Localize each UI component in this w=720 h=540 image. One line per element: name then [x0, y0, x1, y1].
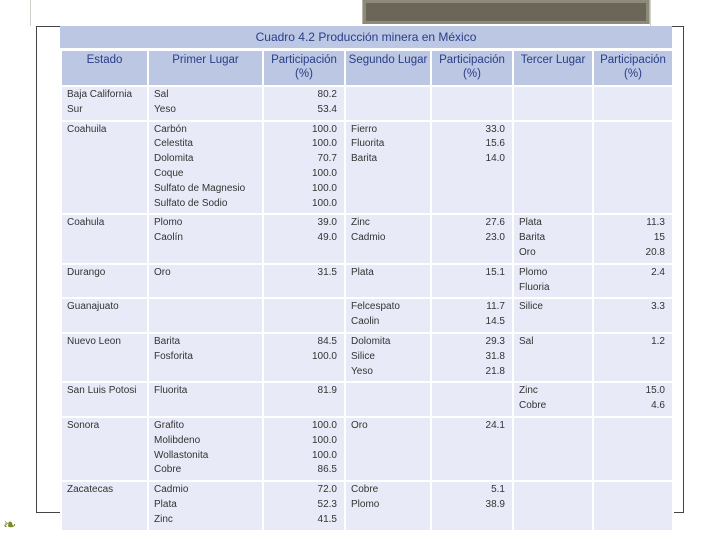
cell-line: 100.0: [311, 350, 337, 362]
mining-production-table-figure: [60, 26, 672, 525]
cell-line: 49.0: [317, 232, 337, 244]
header-primer-lugar: Primer Lugar: [148, 50, 263, 86]
cell-participacion-3: [593, 264, 673, 299]
cell-participacion-2: [431, 121, 513, 215]
cell-tercer-lugar: [513, 121, 593, 215]
cell-line: Cobre: [351, 484, 379, 496]
cell-participacion-1: [263, 86, 345, 121]
cell-tercer-lugar: [513, 417, 593, 481]
cell-line: Sal: [519, 335, 534, 347]
cell-line: 100.0: [311, 419, 337, 431]
cell-tercer-lugar: [513, 264, 593, 299]
cell-line: Sur: [67, 103, 83, 115]
cell-line: Sulfato de Magnesio: [154, 182, 246, 194]
cell-line: Zacatecas: [67, 484, 114, 496]
cell-participacion-1: [263, 417, 345, 481]
cell-line: Zinc: [519, 385, 538, 397]
cell-primer-lugar: [148, 481, 263, 530]
cell-line: 3.3: [651, 301, 665, 313]
cell-line: 70.7: [317, 153, 337, 165]
cell-line: Dolomita: [154, 153, 194, 165]
cell-line: Carbón: [154, 123, 187, 135]
cell-line: 11.3: [646, 217, 665, 229]
cell-estado: [61, 86, 148, 121]
cell-line: 86.5: [317, 464, 337, 476]
cell-line: Plata: [351, 266, 374, 278]
mining-production-table: [60, 49, 674, 532]
cell-participacion-3: [593, 214, 673, 263]
cell-line: Baja California: [67, 89, 133, 100]
cell-line: Plata: [519, 217, 542, 229]
cell-line: Zinc: [154, 513, 173, 525]
cell-participacion-2: [431, 214, 513, 263]
cell-participacion-3: [593, 121, 673, 215]
cell-line: Wollastonita: [154, 449, 209, 461]
cell-participacion-1: [263, 264, 345, 299]
cell-line: Oro: [519, 246, 536, 258]
cell-line: Barita: [519, 232, 546, 244]
cell-participacion-2: [431, 333, 513, 382]
table-row: [61, 214, 673, 263]
cell-line: 1.2: [651, 335, 665, 347]
cell-line: Yeso: [154, 103, 176, 115]
cell-line: San Luis Potosi: [67, 385, 137, 397]
cell-line: 15.0: [645, 385, 665, 397]
header-participacion-1: Participación (%): [263, 50, 345, 86]
cell-line: Caolín: [154, 232, 183, 244]
cell-primer-lugar: [148, 417, 263, 481]
cell-line: Fierro: [351, 123, 378, 135]
cell-line: Caolin: [351, 316, 380, 328]
header-tercer-lugar: Tercer Lugar: [513, 50, 593, 86]
cell-line: 15: [653, 232, 665, 244]
cell-line: Cadmio: [351, 232, 386, 244]
cell-line: Oro: [351, 419, 368, 431]
cell-line: Coque: [154, 167, 184, 179]
cell-line: Silice: [351, 350, 375, 362]
cell-participacion-3: [593, 333, 673, 382]
cell-primer-lugar: [148, 264, 263, 299]
cell-line: Cadmio: [154, 484, 189, 496]
cell-tercer-lugar: [513, 382, 593, 417]
cell-line: 100.0: [311, 182, 337, 194]
header-estado: Estado: [61, 50, 148, 86]
cell-line: Cobre: [154, 464, 182, 476]
cell-line: Fluorita: [351, 138, 385, 150]
cell-primer-lugar: [148, 86, 263, 121]
cell-estado: [61, 481, 148, 530]
slide-decor-line-right: [650, 0, 651, 26]
cell-line: Sal: [154, 89, 169, 100]
cell-segundo-lugar: [345, 264, 431, 299]
cell-line: Felcespato: [351, 301, 400, 313]
cell-tercer-lugar: [513, 86, 593, 121]
cell-line: 33.0: [485, 123, 505, 135]
cell-line: 29.3: [485, 335, 505, 347]
table-title: Cuadro 4.2 Producción minera en México: [60, 26, 672, 49]
cell-participacion-1: [263, 382, 345, 417]
cell-line: Fosforita: [154, 350, 193, 362]
cell-segundo-lugar: [345, 86, 431, 121]
cell-line: Celestita: [154, 138, 193, 150]
cell-line: Nuevo Leon: [67, 335, 121, 347]
cell-line: Coahula: [67, 217, 105, 229]
cell-line: 52.3: [317, 498, 337, 510]
cell-line: 72.0: [317, 484, 337, 496]
cell-line: Fluoria: [519, 281, 550, 293]
table-row: [61, 86, 673, 121]
cell-participacion-3: [593, 86, 673, 121]
cell-line: Grafito: [154, 419, 185, 431]
cell-estado: [61, 382, 148, 417]
cell-line: Sonora: [67, 419, 100, 431]
cell-primer-lugar: [148, 298, 263, 333]
cell-line: 81.9: [317, 385, 337, 397]
cell-line: 21.8: [485, 365, 505, 377]
cell-line: 100.0: [311, 138, 337, 150]
cell-estado: [61, 121, 148, 215]
cell-line: 41.5: [317, 513, 337, 525]
cell-line: Plomo: [154, 217, 183, 229]
cell-line: Molibdeno: [154, 434, 201, 446]
cell-participacion-3: [593, 298, 673, 333]
cell-participacion-1: [263, 121, 345, 215]
cell-segundo-lugar: [345, 481, 431, 530]
slide-decor-tab: [362, 0, 650, 24]
cell-participacion-3: [593, 382, 673, 417]
cell-line: 31.8: [485, 350, 505, 362]
cell-participacion-2: [431, 481, 513, 530]
cell-line: 80.2: [317, 89, 337, 100]
cell-tercer-lugar: [513, 214, 593, 263]
cell-participacion-1: [263, 481, 345, 530]
cell-segundo-lugar: [345, 298, 431, 333]
cell-line: 31.5: [317, 266, 337, 278]
header-participacion-3: Participación (%): [593, 50, 673, 86]
cell-segundo-lugar: [345, 382, 431, 417]
cell-line: 5.1: [491, 484, 505, 496]
cell-line: Yeso: [351, 365, 373, 377]
cell-participacion-1: [263, 214, 345, 263]
cell-tercer-lugar: [513, 333, 593, 382]
cell-line: Oro: [154, 266, 171, 278]
cell-estado: [61, 214, 148, 263]
table-body: [61, 86, 673, 531]
table-row: [61, 298, 673, 333]
cell-estado: [61, 264, 148, 299]
cell-line: 11.7: [486, 301, 505, 313]
cell-line: 39.0: [317, 217, 337, 229]
cell-segundo-lugar: [345, 417, 431, 481]
cell-tercer-lugar: [513, 481, 593, 530]
cell-line: 84.5: [317, 335, 337, 347]
cell-line: Plata: [154, 498, 177, 510]
table-row: [61, 382, 673, 417]
cell-segundo-lugar: [345, 214, 431, 263]
header-segundo-lugar: Segundo Lugar: [345, 50, 431, 86]
cell-line: Barita: [351, 153, 378, 165]
cell-line: 100.0: [311, 197, 337, 209]
cell-line: 53.4: [317, 103, 337, 115]
cell-primer-lugar: [148, 121, 263, 215]
cell-primer-lugar: [148, 382, 263, 417]
cell-segundo-lugar: [345, 121, 431, 215]
cell-line: 100.0: [311, 167, 337, 179]
cell-line: 38.9: [485, 498, 505, 510]
cell-line: Sulfato de Sodio: [154, 197, 228, 209]
cell-line: Barita: [154, 335, 181, 347]
cell-line: 14.0: [485, 153, 505, 165]
cell-segundo-lugar: [345, 333, 431, 382]
cell-tercer-lugar: [513, 298, 593, 333]
cell-line: 4.6: [651, 400, 665, 412]
slide-decor-line-left: [30, 0, 31, 26]
cell-line: Zinc: [351, 217, 370, 229]
cell-line: 100.0: [311, 123, 337, 135]
cell-participacion-3: [593, 481, 673, 530]
cell-line: 14.5: [485, 316, 505, 328]
cell-estado: [61, 298, 148, 333]
cell-line: Plomo: [519, 266, 548, 278]
cell-line: 27.6: [485, 217, 505, 229]
cell-line: 100.0: [311, 449, 337, 461]
cell-line: Dolomita: [351, 335, 391, 347]
cell-line: 23.0: [485, 232, 505, 244]
table-row: [61, 417, 673, 481]
cell-line: Cobre: [519, 400, 547, 412]
cell-estado: [61, 333, 148, 382]
cell-line: Silice: [519, 301, 543, 313]
table-row: [61, 121, 673, 215]
cell-line: Guanajuato: [67, 301, 119, 313]
cell-line: Plomo: [351, 498, 380, 510]
cell-participacion-2: [431, 417, 513, 481]
table-header-row: [61, 50, 673, 86]
cell-primer-lugar: [148, 214, 263, 263]
cell-participacion-1: [263, 298, 345, 333]
cell-participacion-3: [593, 417, 673, 481]
cell-line: 100.0: [311, 434, 337, 446]
cell-line: 15.1: [485, 266, 505, 278]
cell-line: 2.4: [651, 266, 665, 278]
table-row: [61, 481, 673, 530]
cell-line: Durango: [67, 266, 106, 278]
cell-participacion-2: [431, 382, 513, 417]
leaf-bullet-icon: ❧: [3, 517, 17, 534]
table-row: [61, 264, 673, 299]
cell-participacion-1: [263, 333, 345, 382]
cell-primer-lugar: [148, 333, 263, 382]
cell-participacion-2: [431, 298, 513, 333]
cell-line: 24.1: [485, 419, 505, 431]
cell-line: Coahuila: [67, 123, 107, 135]
cell-line: 15.6: [485, 138, 505, 150]
cell-line: 20.8: [645, 246, 665, 258]
cell-participacion-2: [431, 86, 513, 121]
cell-estado: [61, 417, 148, 481]
cell-line: Fluorita: [154, 385, 188, 397]
table-row: [61, 333, 673, 382]
cell-participacion-2: [431, 264, 513, 299]
header-participacion-2: Participación (%): [431, 50, 513, 86]
